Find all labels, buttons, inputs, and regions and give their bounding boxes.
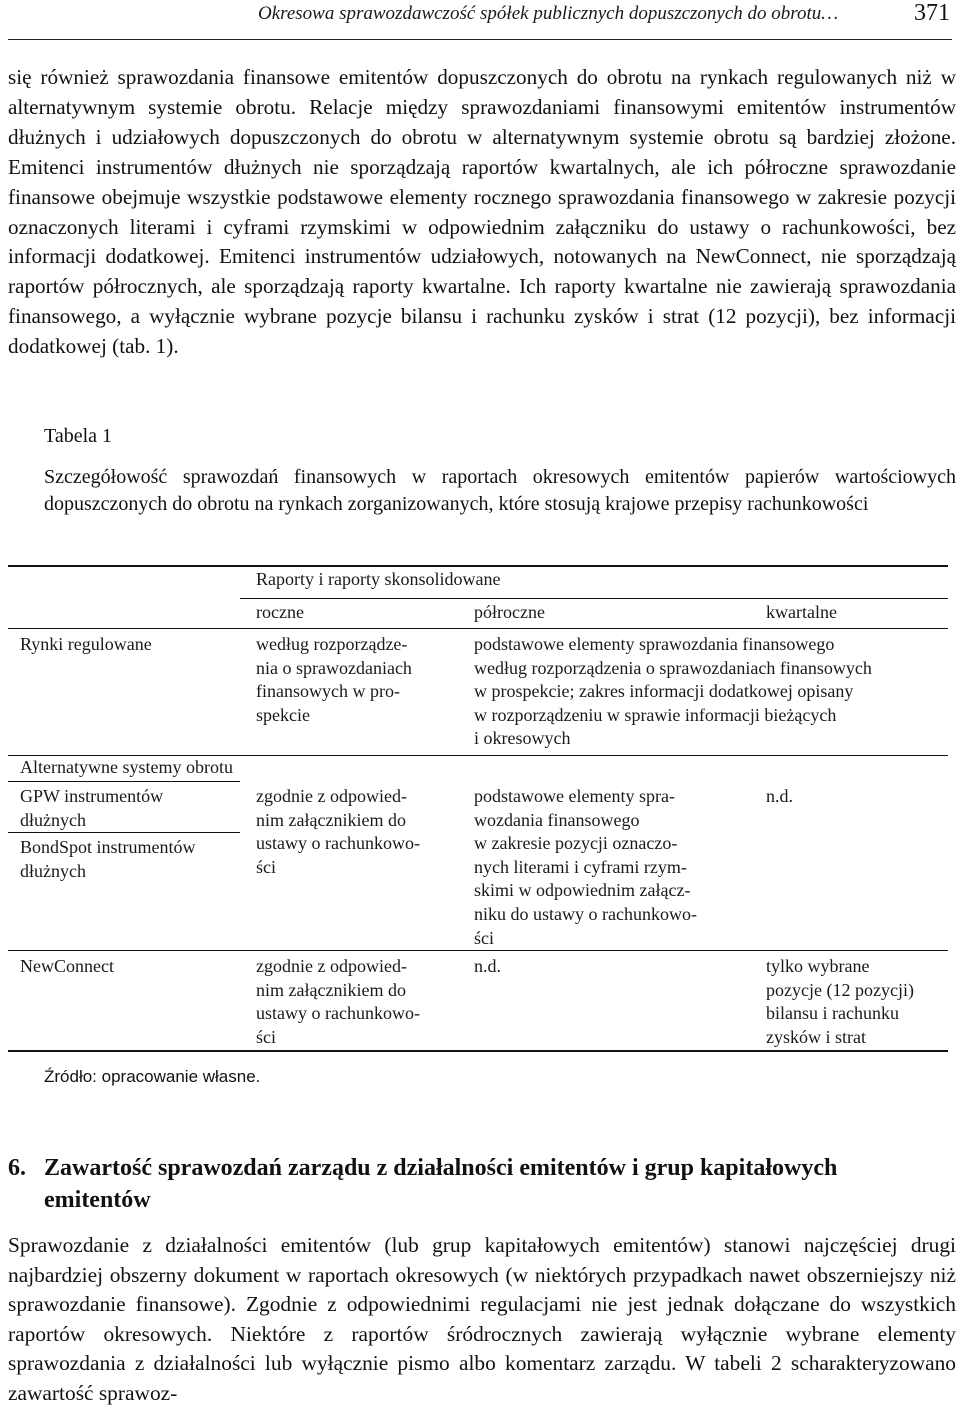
cell-line: ści <box>256 1026 276 1047</box>
section-number: 6. <box>8 1155 26 1181</box>
cell-line: nim załącznikiem do <box>256 979 406 1000</box>
cell-line: nych literami i cyframi rzym- <box>474 856 687 877</box>
cell-line: wozdania finansowego <box>474 809 640 830</box>
cell-line: zgodnie z odpowied- <box>256 956 407 976</box>
cell-line: spekcie <box>256 704 310 725</box>
table-caption: Szczegółowość sprawozdań finansowych w raportach okresowych emitentów papierów wartościowych dopuszczonych do obrotu na rynkach zorganizowanych, które stosują krajowe przepisy rachunkowości <box>44 466 956 515</box>
column-header-roczne: roczne <box>256 602 304 622</box>
cell-line: według rozporządze- <box>256 634 408 654</box>
cell-line: w zakresie pozycji oznaczo- <box>474 833 678 854</box>
cell-line: ustawy o rachunkowo- <box>256 1003 420 1024</box>
row2-polroczne-cell <box>474 785 754 950</box>
cell-line: i okresowych <box>474 728 571 749</box>
column-header-rule <box>8 628 948 629</box>
row-label-rynki-regulowane: Rynki regulowane <box>20 634 152 654</box>
cell-line: nim załącznikiem do <box>256 809 406 830</box>
running-header <box>8 0 952 40</box>
cell-line: zgodnie z odpowied- <box>256 786 407 806</box>
section-title: Zawartość sprawozdań zarządu z działalności emitentów i grup kapitałowych emitentów <box>44 1155 838 1213</box>
running-title: Okresowa sprawozdawczość spółek publicznych dopuszczonych do obrotu… <box>258 3 839 24</box>
cell-line: GPW instrumentów <box>20 786 164 806</box>
row-label-bondspot <box>20 836 196 883</box>
cell-line: podstawowe elementy sprawozdania finansowego <box>474 634 835 654</box>
row1-roczne-cell <box>256 633 456 727</box>
row2-kwartalne-cell: n.d. <box>766 786 793 806</box>
table-label: Tabela 1 <box>44 425 113 447</box>
body-paragraph-1: się również sprawozdania finansowe emitentów dopuszczonych do obrotu na rynkach regulowanych niż w alternatywnym systemie obrotu. Relacje między sprawozdaniami finansowymi emitentów instrumentów dłużnych i udziałowych dopuszczonych do obrotu w alternatywnym systemie obrotu są bardziej złożone. Emitenci instrumentów dłużnych nie sporządzają raportów kwartalnych, ale ich półroczne sprawozdanie finansowe obejmuje wszystkie podstawowe elementy rocznego sprawozdania finansowego w zakresie pozycji oznaczonych literami i cyframi rzymskimi w odpowiednim załączniku do ustawy o rachunkowości, bez informacji dodatkowej. Emitenci instrumentów udziałowych, notowanych na NewConnect, nie sporządzają raportów półrocznych, ale sporządzają raporty kwartalne. Ich raporty kwartalne nie zawierają sprawozdania finansowego, a wyłącznie wybrane pozycje bilansu i rachunku zysków i strat (12 pozycji), bez informacji dodatkowej (tab. 1). <box>8 65 956 359</box>
cell-line: finansowych w pro- <box>256 681 400 702</box>
section-rule <box>8 781 240 782</box>
cell-line: ści <box>474 927 494 948</box>
row1-polroczne-kwartalne-cell <box>474 633 944 751</box>
table-bottom-rule <box>8 1050 948 1052</box>
row3-kwartalne-cell <box>766 955 956 1049</box>
cell-line: dłużnych <box>20 860 86 881</box>
cell-line: w prospekcie; zakres informacji dodatkowej opisany <box>474 681 854 702</box>
table-source-note: Źródło: opracowanie własne. <box>44 1067 261 1086</box>
cell-line: ści <box>256 856 276 877</box>
cell-line: według rozporządzenia o sprawozdaniach finansowych <box>474 657 872 678</box>
cell-line: podstawowe elementy spra- <box>474 786 675 806</box>
row3-polroczne-cell: n.d. <box>474 956 501 976</box>
column-header-polroczne: półroczne <box>474 602 545 622</box>
row-label-gpw <box>20 785 163 832</box>
row2-roczne-cell <box>256 785 456 879</box>
cell-line: pozycje (12 pozycji) <box>766 979 914 1000</box>
cell-line: dłużnych <box>20 809 86 830</box>
group-header: Raporty i raporty skonsolidowane <box>256 569 501 589</box>
cell-line: zysków i strat <box>766 1026 866 1047</box>
cell-line: niku do ustawy o rachunkowo- <box>474 903 697 924</box>
cell-line: skimi w odpowiednim załącz- <box>474 880 691 901</box>
table-top-rule <box>8 565 948 567</box>
column-header-kwartalne: kwartalne <box>766 602 837 622</box>
cell-line: w rozporządzeniu w sprawie informacji bieżących <box>474 704 837 725</box>
body-paragraph-2: Sprawozdanie z działalności emitentów (lub grup kapitałowych emitentów) stanowi najczęściej drugi najbardziej obszerny dokument w raportach okresowych (w niektórych przypadkach nawet obszerniejszy niż sprawozdanie finansowe). Zgodnie z odpowiednimi regulacjami nie jest jednak dołączane do wszystkich raportów okresowych. Niektóre z raportów śródrocznych zawierają wyłącznie wybrane elementy sprawozdania z działalności lub wyłącznie pismo albo komentarz zarządu. W tabeli 2 scharakteryzowano zawartość sprawoz- <box>8 1233 956 1405</box>
cell-line: nia o sprawozdaniach <box>256 657 412 678</box>
cell-line: BondSpot instrumentów <box>20 837 196 857</box>
cell-line: tylko wybrane <box>766 956 870 976</box>
page-number: 371 <box>914 0 950 26</box>
row-label-newconnect: NewConnect <box>20 956 114 976</box>
cell-line: bilansu i rachunku <box>766 1003 899 1024</box>
group-header-rule <box>240 598 948 599</box>
cell-line: ustawy o rachunkowo- <box>256 833 420 854</box>
row3-roczne-cell <box>256 955 456 1049</box>
section-label-alternatywne: Alternatywne systemy obrotu <box>20 757 233 777</box>
